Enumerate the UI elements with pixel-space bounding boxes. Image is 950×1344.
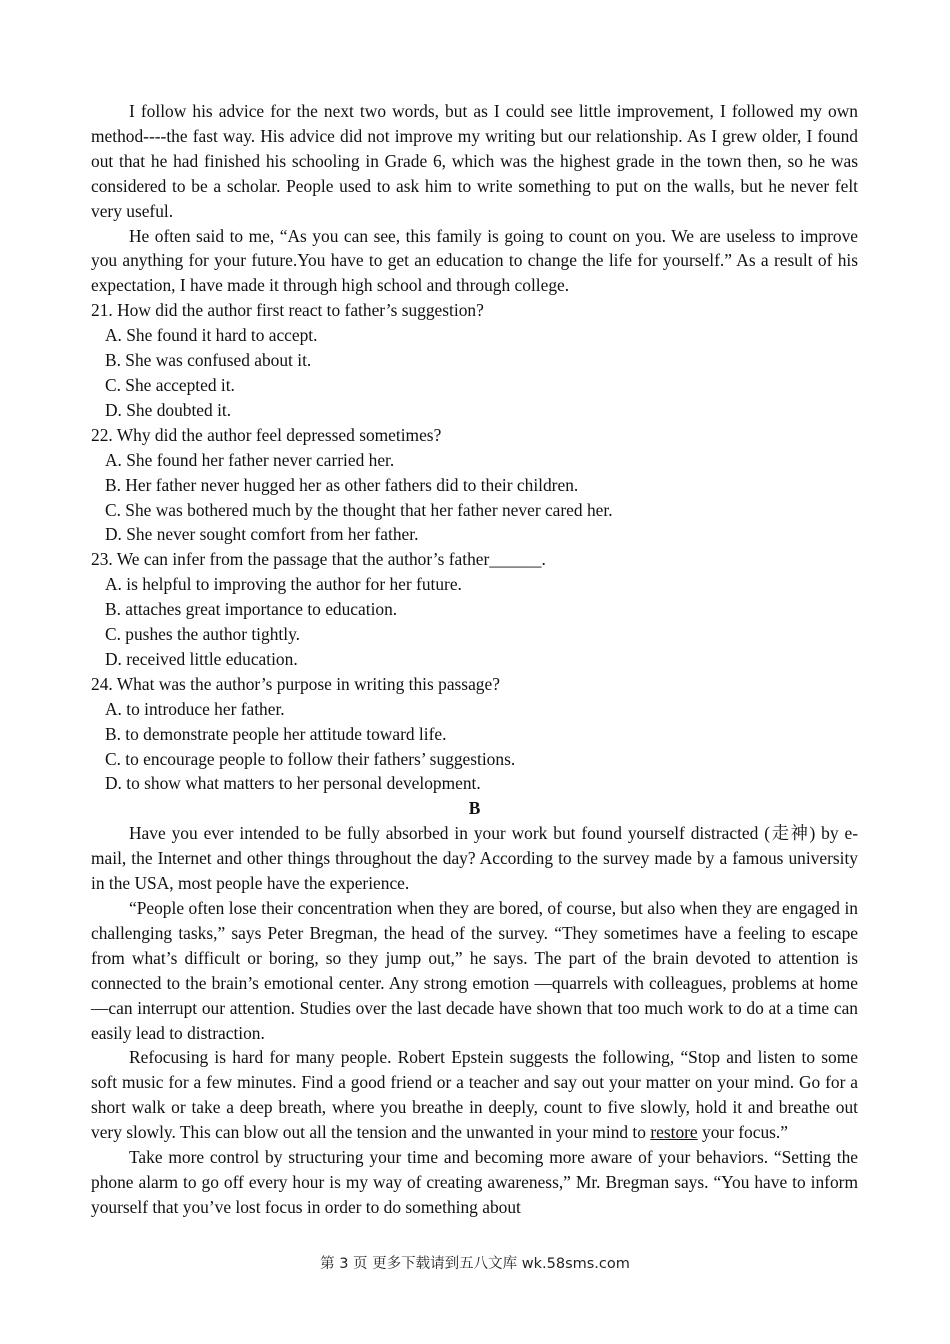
passage-b-paragraph-1: Have you ever intended to be fully absorbed in your work but found yourself distracted (走神) by e-mail, the Internet and other things throughout the day? According to the survey made by a famous university in the USA, most people have the experience. bbox=[91, 823, 858, 894]
option-d: D. She never sought comfort from her father. bbox=[105, 524, 419, 545]
option-d: D. to show what matters to her personal development. bbox=[105, 773, 481, 794]
option-c: C. pushes the author tightly. bbox=[105, 624, 300, 645]
option-d: D. received little education. bbox=[105, 648, 298, 669]
option-c: C. She was bothered much by the thought that her father never cared her. bbox=[105, 499, 613, 520]
question-stem: 22. Why did the author feel depressed sometimes? bbox=[91, 424, 442, 445]
page-content bbox=[91, 99, 858, 1220]
paragraph-text: Refocusing is hard for many people. Robert Epstein suggests the following, “Stop and listen to some soft music for a few minutes. Find a good friend or a teacher and say out your matter on your mind. Go for a short walk or take a deep breath, where you breathe in deeply, count to five slowly, hold it and breathe out very slowly. This can blow out all the tension and the unwanted in your mind to bbox=[91, 1047, 858, 1143]
passage-a-paragraph-1: I follow his advice for the next two words, but as I could see little improvement, I followed my own method----the fast way. His advice did not improve my writing but our relationship. As I grew older, I found out that he had finished his schooling in Grade 6, which was the highest grade in the town then, so he was considered to be a scholar. People used to ask him to write something to put on the walls, but he never felt very useful. bbox=[91, 101, 858, 221]
section-heading-b: B bbox=[468, 798, 481, 819]
option-b: B. Her father never hugged her as other fathers did to their children. bbox=[105, 474, 579, 495]
question-stem: 24. What was the author’s purpose in writing this passage? bbox=[91, 673, 500, 694]
page-footer: 第 3 页 更多下载请到五八文库 wk.58sms.com bbox=[320, 1256, 630, 1272]
question-21 bbox=[91, 298, 858, 423]
option-b: B. She was confused about it. bbox=[105, 350, 312, 371]
option-a: A. She found it hard to accept. bbox=[105, 325, 318, 346]
option-a: A. to introduce her father. bbox=[105, 698, 285, 719]
question-22 bbox=[91, 423, 858, 548]
option-b: B. to demonstrate people her attitude toward life. bbox=[105, 723, 447, 744]
underlined-word: restore bbox=[650, 1122, 698, 1143]
option-c: C. She accepted it. bbox=[105, 374, 235, 395]
passage-a-paragraph-2: He often said to me, “As you can see, this family is going to count on you. We are useless to improve you anything for your future.You have to get an education to change the life for yourself.” As a result of his expectation, I have made it through high school and through college. bbox=[91, 225, 858, 296]
passage-b-paragraph-3 bbox=[91, 1045, 858, 1145]
passage-b-paragraph-2: “People often lose their concentration when they are bored, of course, but also when they are engaged in challenging tasks,” says Peter Bregman, the head of the survey. “They sometimes have a feeling to escape from what’s difficult or boring, so they jump out,” he says. The part of the brain devoted to attention is connected to the brain’s emotional center. Any strong emotion —quarrels with colleagues, problems at home —can interrupt our attention. Studies over the last decade have shown that too much work to do at a time can easily lead to distraction. bbox=[91, 898, 858, 1043]
question-24 bbox=[91, 672, 858, 797]
passage-b-paragraph-4: Take more control by structuring your time and becoming more aware of your behaviors. “Setting the phone alarm to go off every hour is my way of creating awareness,” Mr. Bregman says. “You have to inform yourself that you’ve lost focus in order to do something about bbox=[91, 1147, 858, 1217]
option-c: C. to encourage people to follow their fathers’ suggestions. bbox=[105, 748, 516, 769]
question-stem: 23. We can infer from the passage that the author’s father______. bbox=[91, 549, 546, 570]
option-d: D. She doubted it. bbox=[105, 399, 232, 420]
paragraph-text: your focus.” bbox=[702, 1122, 788, 1143]
question-23 bbox=[91, 547, 858, 672]
option-a: A. She found her father never carried her. bbox=[105, 449, 395, 470]
option-b: B. attaches great importance to education. bbox=[105, 599, 398, 620]
option-a: A. is helpful to improving the author for her future. bbox=[105, 574, 462, 595]
question-stem: 21. How did the author first react to father’s suggestion? bbox=[91, 300, 484, 321]
